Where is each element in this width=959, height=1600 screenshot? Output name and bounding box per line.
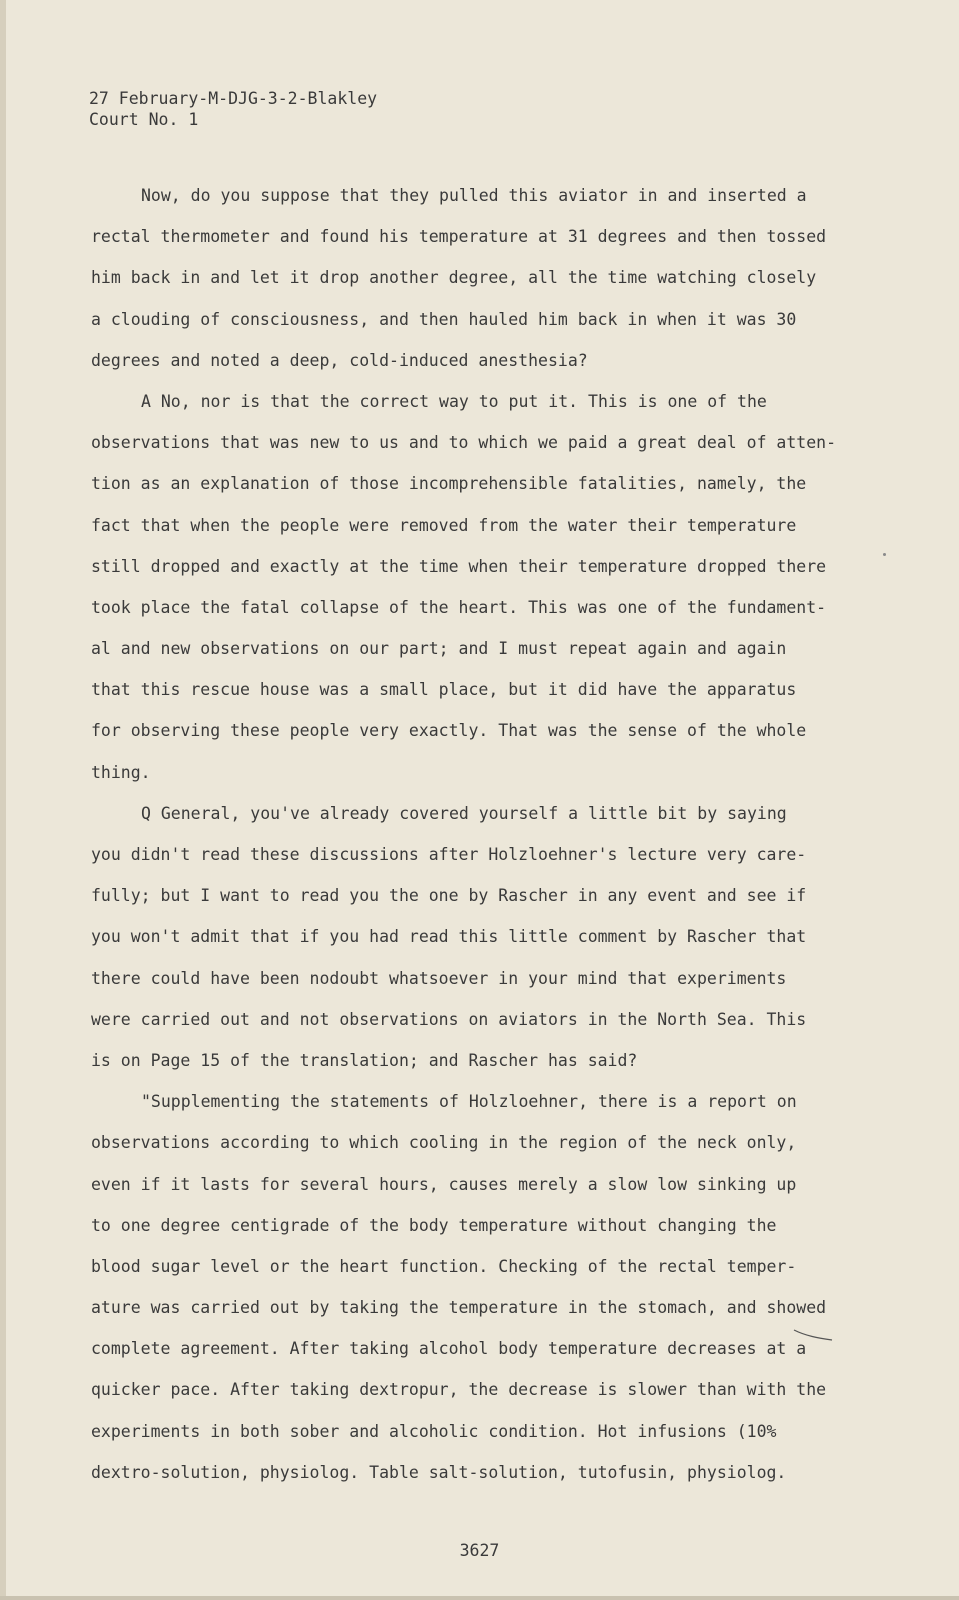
transcript-line: is on Page 15 of the translation; and Rascher has said?: [91, 1050, 638, 1070]
transcript-line: for observing these people very exactly. That was the sense of the whole: [91, 721, 807, 741]
transcript-line: ature was carried out by taking the temperature in the stomach, and showed: [91, 1298, 827, 1318]
transcript-line: a clouding of consciousness, and then hauled him back in when it was 30: [91, 309, 797, 329]
transcript-line: Q General, you've already covered yourself a little bit by saying: [141, 803, 787, 823]
transcript-line: even if it lasts for several hours, causes merely a slow low sinking up: [91, 1174, 797, 1194]
transcript-line: observations that was new to us and to which we paid a great deal of atten-: [91, 433, 837, 453]
transcript-line: complete agreement. After taking alcohol body temperature decreases at a: [91, 1339, 807, 1359]
handwritten-insertion-mark: [792, 1328, 852, 1344]
transcript-line: tion as an explanation of those incomprehensible fatalities, namely, the: [91, 474, 807, 494]
transcript-line: were carried out and not observations on aviators in the North Sea. This: [91, 1009, 807, 1029]
transcript-line: "Supplementing the statements of Holzloehner, there is a report on: [141, 1092, 797, 1112]
transcript-line: quicker pace. After taking dextropur, the decrease is slower than with the: [91, 1380, 827, 1400]
transcript-line: blood sugar level or the heart function. Checking of the rectal temper-: [91, 1256, 797, 1276]
transcript-line: you didn't read these discussions after Holzloehner's lecture very care-: [91, 845, 807, 864]
page-number: 3627: [459, 1541, 500, 1560]
transcript-line: observations according to which cooling in the region of the neck only,: [91, 1133, 797, 1153]
transcript-line: Now, do you suppose that they pulled this aviator in and inserted a: [141, 186, 807, 205]
header-court-line: Court No. 1: [89, 110, 199, 129]
header-session-line: 27 February-M-DJG-3-2-Blakley: [89, 89, 378, 108]
transcript-line: there could have been nodoubt whatsoever in your mind that experiments: [91, 968, 787, 988]
paper-speck: [883, 553, 886, 556]
transcript-line: him back in and let it drop another degree, all the time watching closely: [91, 268, 817, 288]
transcript-line: fact that when the people were removed from the water their temperature: [91, 515, 797, 535]
transcript-line: you won't admit that if you had read this little comment by Rascher that: [91, 927, 807, 947]
page-bottom-edge: [0, 1596, 959, 1600]
transcript-line: rectal thermometer and found his temperature at 31 degrees and then tossed: [91, 227, 827, 247]
transcript-line: fully; but I want to read you the one by Rascher in any event and see if: [91, 886, 807, 906]
transcript-line: experiments in both sober and alcoholic condition. Hot infusions (10%: [91, 1421, 777, 1441]
page-left-edge: [0, 0, 6, 1600]
transcript-line: A No, nor is that the correct way to put it. This is one of the: [141, 391, 767, 411]
transcript-line: took place the fatal collapse of the heart. This was one of the fundament-: [91, 597, 827, 617]
transcript-body: [91, 181, 836, 1499]
transcript-line: to one degree centigrade of the body temperature without changing the: [91, 1215, 777, 1235]
transcript-line: degrees and noted a deep, cold-induced anesthesia?: [91, 350, 588, 370]
transcript-line: that this rescue house was a small place, but it did have the apparatus: [91, 680, 797, 700]
document-header: [89, 88, 377, 130]
transcript-line: al and new observations on our part; and I must repeat again and again: [91, 639, 787, 659]
transcript-line: dextro-solution, physiolog. Table salt-solution, tutofusin, physiolog.: [91, 1462, 787, 1482]
transcript-line: still dropped and exactly at the time when their temperature dropped there: [91, 556, 827, 576]
transcript-line: thing.: [91, 762, 151, 782]
